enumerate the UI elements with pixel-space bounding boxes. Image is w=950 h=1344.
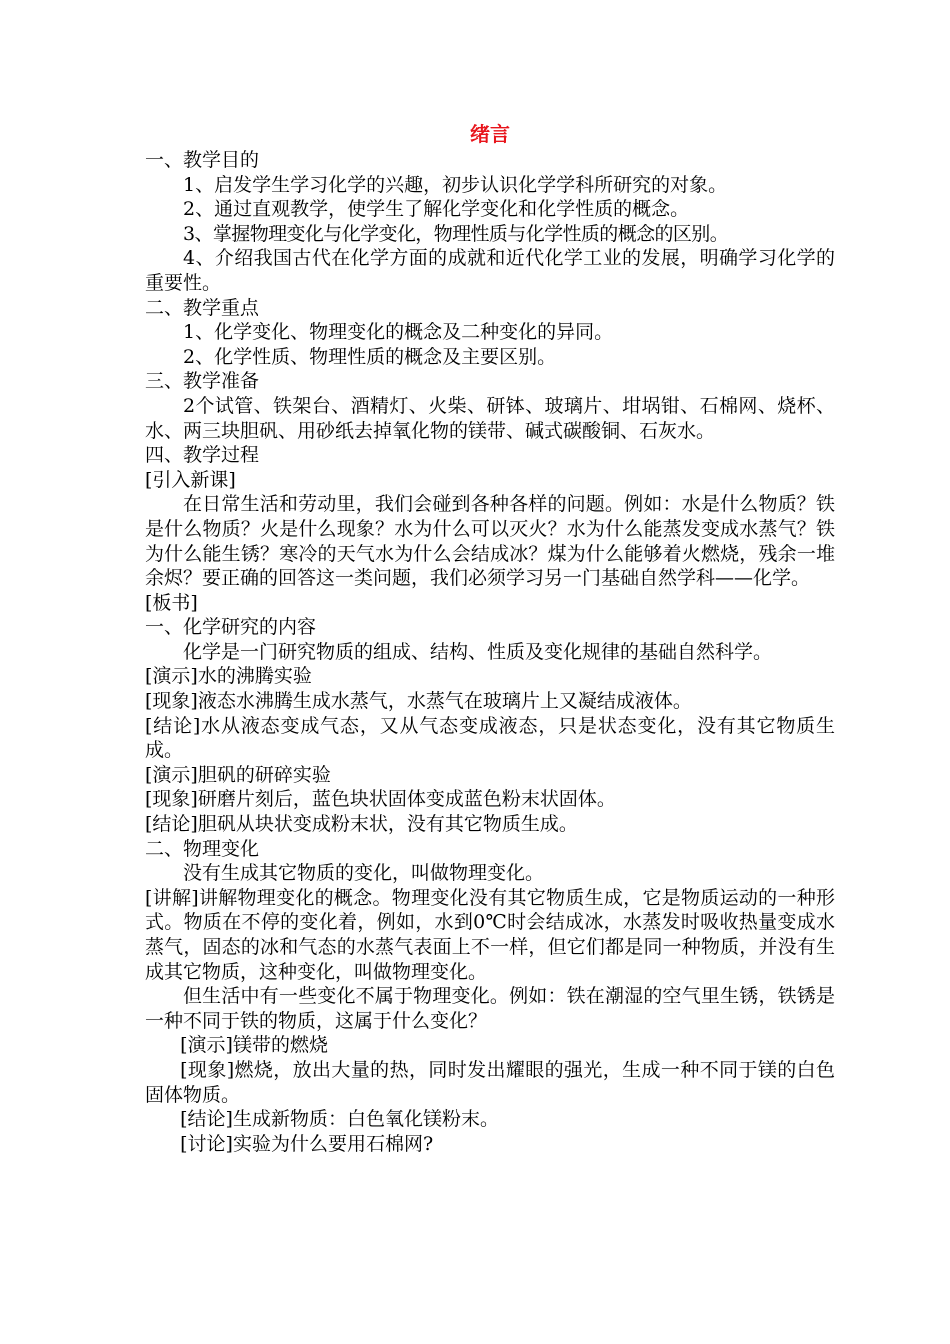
tag-line: [现象]燃烧，放出大量的热，同时发出耀眼的强光，生成一种不同于镁的白色固体物质。 — [145, 1058, 835, 1106]
paragraph: 1、启发学生学习化学的兴趣，初步认识化学学科所研究的对象。 — [183, 173, 728, 196]
section-heading: 一、教学目的 — [145, 149, 260, 171]
tag-line: [演示]胆矾的研碎实验 — [145, 763, 331, 786]
tag-line: [结论]生成新物质：白色氧化镁粉末。 — [180, 1108, 499, 1131]
section-heading: 三、教学准备 — [145, 370, 260, 393]
tag-line: [结论]胆矾从块状变成粉末状，没有其它物质生成。 — [145, 813, 578, 836]
paragraph: 2个试管、铁架台、酒精灯、火柴、研钵、玻璃片、坩埚钳、石棉网、烧杯、水、两三块胆矾、用砂纸去掉氧化物的镁带、碱式碳酸铜、石灰水。 — [145, 394, 835, 442]
tag-line: [结论]水从液态变成气态，又从气态变成液态，只是状态变化，没有其它物质生成。 — [145, 714, 835, 762]
paragraph: 2、通过直观教学，使学生了解化学变化和化学性质的概念。 — [183, 198, 690, 221]
paragraph: 没有生成其它物质的变化，叫做物理变化。 — [183, 862, 545, 885]
tag-line: [现象]液态水沸腾生成水蒸气，水蒸气在玻璃片上又凝结成液体。 — [145, 690, 692, 713]
document-title: 绪言 — [470, 122, 510, 146]
document-page — [145, 120, 835, 1156]
paragraph: 在日常生活和劳动里，我们会碰到各种各样的问题。例如：水是什么物质？铁是什么物质？火是什么现象？水为什么可以灭火？水为什么能蒸发变成水蒸气？铁为什么能生锈？寒冷的天气水为什么会结成冰？煤为什么能够着火燃烧，残余一堆余烬？要正确的回答这一类问题，我们必须学习另一门基础自然学科——化学。 — [145, 493, 835, 590]
tag-line: [板书] — [145, 591, 198, 614]
tag-line: [讲解]讲解物理变化的概念。物理变化没有其它物质生成，它是物质运动的一种形式。物质在不停的变化着，例如，水到0℃时会结成冰，水蒸发时吸收热量变成水蒸气，固态的冰和气态的水蒸气表面上不一样，但它们都是同一种物质，并没有生成其它物质，这种变化，叫做物理变化。 — [145, 886, 835, 983]
paragraph: 2、化学性质、物理性质的概念及主要区别。 — [183, 345, 557, 368]
section-heading: 二、物理变化 — [145, 837, 260, 860]
paragraph: 1、化学变化、物理变化的概念及二种变化的异同。 — [183, 321, 614, 344]
paragraph: 化学是一门研究物质的组成、结构、性质及变化规律的基础自然科学。 — [183, 640, 773, 663]
paragraph: 4、介绍我国古代在化学方面的成就和近代化学工业的发展，明确学习化学的重要性。 — [145, 247, 835, 294]
tag-line: [讨论]实验为什么要用石棉网? — [180, 1132, 434, 1155]
section-heading: 一、化学研究的内容 — [145, 616, 317, 639]
tag-line: [演示]水的沸腾实验 — [145, 665, 312, 688]
section-heading: 二、教学重点 — [145, 296, 260, 319]
paragraph: 3、掌握物理变化与化学变化，物理性质与化学性质的概念的区别。 — [183, 222, 729, 245]
tag-line: [引入新课] — [145, 468, 236, 491]
paragraph: 但生活中有一些变化不属于物理变化。例如：铁在潮湿的空气里生锈，铁锈是一种不同于铁的物质，这属于什么变化？ — [145, 985, 835, 1032]
tag-line: [现象]研磨片刻后，蓝色块状固体变成蓝色粉末状固体。 — [145, 788, 616, 811]
document-body — [145, 148, 835, 1156]
section-heading: 四、教学过程 — [145, 444, 260, 467]
tag-line: [演示]镁带的燃烧 — [180, 1034, 328, 1057]
